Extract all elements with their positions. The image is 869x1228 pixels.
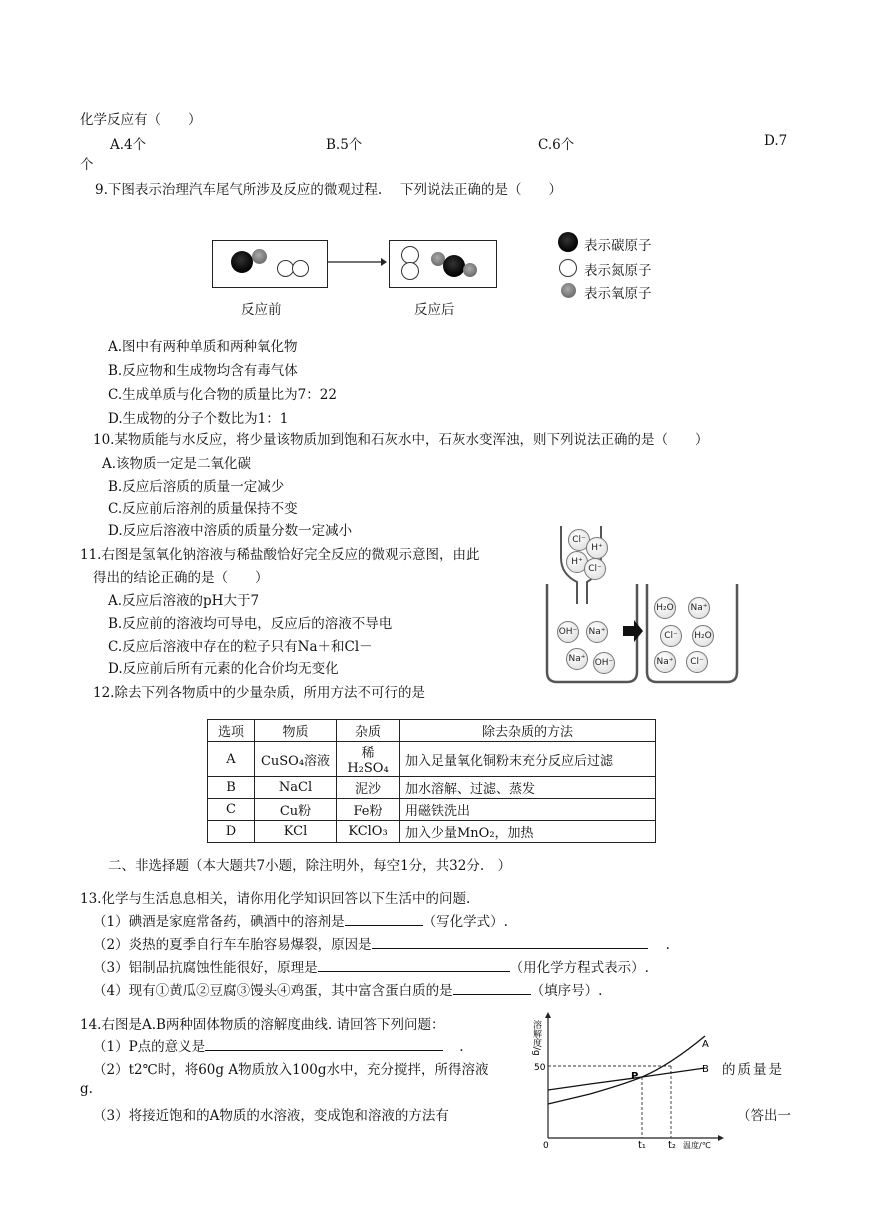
table-cell: KClO₃ bbox=[337, 821, 400, 843]
q9-option-b: B.反应物和生成物均含有毒气体 bbox=[108, 363, 298, 379]
q14-line2-unit: g. bbox=[80, 1081, 93, 1097]
q11-stem-line1: 11.右图是氢氧化钠溶液与稀盐酸恰好完全反应的微观示意图，由此 bbox=[80, 547, 480, 563]
q8-option-d-wrap: 个 bbox=[80, 157, 94, 173]
x-axis-arrow-icon bbox=[718, 1135, 724, 1141]
section-heading: 二、非选择题（本大题共7小题，除注明外，每空1分，共32分. ） bbox=[108, 858, 512, 874]
y-axis-label: 溶解度/g bbox=[531, 1020, 541, 1056]
q10-option-a: A.该物质一定是二氧化碳 bbox=[102, 456, 252, 472]
q13-answer-3-blank[interactable] bbox=[318, 958, 510, 972]
q13-line2 bbox=[93, 933, 670, 953]
beaker1-ion: Na⁺ bbox=[586, 621, 608, 643]
solubility-chart bbox=[530, 1010, 730, 1150]
table-cell: Fe粉 bbox=[337, 799, 400, 821]
q8-tail: 化学反应有（ ） bbox=[80, 112, 202, 128]
funnel-ion: Cl⁻ bbox=[568, 529, 590, 551]
origin-label: 0 bbox=[543, 1141, 549, 1150]
legend-oxygen-label: 表示氧原子 bbox=[584, 286, 652, 302]
oxygen-atom bbox=[463, 263, 477, 277]
funnel-ion: Cl⁻ bbox=[584, 558, 606, 580]
beaker2-ion: H₂O bbox=[654, 597, 676, 619]
q11-option-c: C.反应后溶液中存在的粒子只有Na＋和Cl－ bbox=[108, 639, 373, 655]
beaker2-ion: Cl⁻ bbox=[686, 651, 708, 673]
q13-line1-suffix: （写化学式）. bbox=[422, 914, 508, 930]
legend-carbon-label: 表示碳原子 bbox=[584, 238, 652, 254]
curve-b-label: B bbox=[702, 1064, 709, 1075]
table-row bbox=[208, 777, 656, 799]
q10-stem: 10.某物质能与水反应，将少量该物质加到饱和石灰水中，石灰水变浑浊，则下列说法正确的是（ ） bbox=[93, 432, 709, 448]
funnel-ion: H⁺ bbox=[566, 551, 588, 573]
legend-nitrogen-icon bbox=[559, 259, 577, 277]
x-axis-label: 温度/℃ bbox=[683, 1141, 711, 1150]
q13-answer-1-blank[interactable] bbox=[345, 912, 423, 926]
q9-option-d: D.生成物的分子个数比为1：1 bbox=[108, 411, 289, 427]
table-cell: NaCl bbox=[255, 777, 337, 799]
table-cell: Cu粉 bbox=[255, 799, 337, 821]
q8-option-a: A.4个 bbox=[110, 137, 147, 153]
label-before: 反应前 bbox=[241, 302, 282, 318]
q14-answer-1-blank[interactable] bbox=[205, 1037, 443, 1051]
q13-line4-suffix: （填序号）. bbox=[530, 983, 603, 999]
q13-stem: 13.化学与生活息息相关，请你用化学知识回答以下生活中的问题. bbox=[80, 891, 471, 907]
y-tick-50: 50 bbox=[534, 1063, 546, 1073]
q8-option-d: D.7 bbox=[764, 133, 788, 149]
q13-line2-text: （2）炎热的夏季自行车车胎容易爆裂，原因是 bbox=[93, 937, 372, 953]
q13-line1-text: （1）碘酒是家庭常备药，碘酒中的溶剂是 bbox=[93, 914, 345, 930]
q14-line2-text: （2）t2℃时，将60g A物质放入100g水中，充分搅拌，所得溶液 bbox=[93, 1062, 489, 1078]
reaction-arrow-icon bbox=[623, 620, 643, 642]
table-header: 物质 bbox=[255, 720, 337, 742]
q11-stem-line2: 得出的结论正确的是（ ） bbox=[93, 570, 269, 586]
curve-a bbox=[548, 1036, 705, 1104]
curve-a-label: A bbox=[702, 1039, 709, 1050]
beaker1-ion: OH⁻ bbox=[593, 652, 615, 674]
point-p-label: P bbox=[631, 1071, 639, 1082]
q11-option-d: D.反应前后所有元素的化合价均无变化 bbox=[108, 661, 339, 677]
beaker2-ion: Na⁺ bbox=[688, 597, 710, 619]
table-cell: C bbox=[208, 799, 255, 821]
beaker1-ion: Na⁺ bbox=[566, 648, 588, 670]
q14-line3-text: （3）将接近饱和的A物质的水溶液，变成饱和溶液的方法有 bbox=[93, 1108, 449, 1124]
table-cell: KCl bbox=[255, 821, 337, 843]
beaker2-ion: Na⁺ bbox=[654, 651, 676, 673]
curve-b bbox=[548, 1068, 705, 1090]
table-header: 除去杂质的方法 bbox=[400, 720, 656, 742]
q10-option-c: C.反应前后溶剂的质量保持不变 bbox=[108, 501, 298, 517]
q13-line4-text: （4）现有①黄瓜②豆腐③馒头④鸡蛋，其中富含蛋白质的是 bbox=[93, 983, 453, 999]
q13-line1 bbox=[93, 910, 508, 930]
q14-stem: 14.右图是A.B两种固体物质的溶解度曲线. 请回答下列问题： bbox=[80, 1017, 445, 1033]
q9-option-c: C.生成单质与化合物的质量比为7：22 bbox=[108, 387, 337, 403]
q13-answer-2-blank[interactable] bbox=[372, 935, 648, 949]
x-tick-t2: t₂ bbox=[668, 1140, 676, 1150]
x-tick-t1: t₁ bbox=[638, 1140, 646, 1150]
q8-option-c: C.6个 bbox=[538, 137, 575, 153]
table-cell: A bbox=[208, 742, 255, 777]
label-after: 反应后 bbox=[414, 302, 455, 318]
carbon-atom bbox=[231, 251, 253, 273]
table-cell: 稀H₂SO₄ bbox=[337, 742, 400, 777]
q14-line3-suffix: （答出一 bbox=[737, 1108, 791, 1124]
funnel-ion: H⁺ bbox=[586, 537, 608, 559]
q13-line3-text: （3）铝制品抗腐蚀性能很好，原理是 bbox=[93, 960, 318, 976]
table-row bbox=[208, 799, 656, 821]
nitrogen-atom bbox=[292, 260, 309, 277]
beaker2-ion: Cl⁻ bbox=[660, 625, 682, 647]
beaker2-ion: H₂O bbox=[692, 625, 714, 647]
table-header: 杂质 bbox=[337, 720, 400, 742]
table-header-row bbox=[208, 720, 656, 742]
q8-option-b: B.5个 bbox=[326, 137, 363, 153]
table-header: 选项 bbox=[208, 720, 255, 742]
q9-option-a: A.图中有两种单质和两种氧化物 bbox=[108, 339, 298, 355]
table-cell: 加入少量MnO₂，加热 bbox=[400, 821, 656, 843]
table-cell: 泥沙 bbox=[337, 777, 400, 799]
after-box bbox=[389, 240, 497, 288]
q13-line3-suffix: （用化学方程式表示）. bbox=[509, 960, 649, 976]
q9-stem: 9.下图表示治理汽车尾气所涉及反应的微观过程. 下列说法正确的是（ ） bbox=[95, 182, 562, 198]
legend-oxygen-icon bbox=[561, 283, 576, 298]
q14-line1-suffix: . bbox=[459, 1039, 464, 1055]
table-cell: B bbox=[208, 777, 255, 799]
reaction-arrow-icon bbox=[326, 255, 388, 269]
table-cell: CuSO₄溶液 bbox=[255, 742, 337, 777]
q13-line3 bbox=[93, 956, 649, 976]
q14-line1-text: （1）P点的意义是 bbox=[93, 1039, 206, 1055]
oxygen-atom bbox=[252, 249, 267, 264]
q12-stem: 12.除去下列各物质中的少量杂质，所用方法不可行的是 bbox=[93, 685, 425, 701]
carbon-atom bbox=[443, 255, 465, 277]
nitrogen-atom bbox=[401, 262, 419, 280]
q14-line1 bbox=[93, 1035, 463, 1055]
table-row bbox=[208, 742, 656, 777]
q13-answer-4-blank[interactable] bbox=[453, 981, 531, 995]
table-row bbox=[208, 821, 656, 843]
q11-option-a: A.反应后溶液的pH大于7 bbox=[108, 593, 260, 609]
q11-option-b: B.反应前的溶液均可导电，反应后的溶液不导电 bbox=[108, 616, 393, 632]
before-box bbox=[212, 240, 328, 288]
q14-line2-suffix: 的质量是 bbox=[722, 1062, 784, 1078]
table-cell: 加入足量氧化铜粉末充分反应后过滤 bbox=[400, 742, 656, 777]
y-axis-arrow-icon bbox=[545, 1012, 551, 1018]
q13-line4 bbox=[93, 979, 602, 999]
table-cell: 用磁铁洗出 bbox=[400, 799, 656, 821]
q10-option-b: B.反应后溶质的质量一定减少 bbox=[108, 479, 285, 495]
q12-table bbox=[207, 719, 656, 843]
beaker1-ion: OH⁻ bbox=[557, 621, 579, 643]
legend-carbon-icon bbox=[558, 232, 578, 252]
q10-option-d: D.反应后溶液中溶质的质量分数一定减小 bbox=[108, 523, 353, 539]
table-cell: 加水溶解、过滤、蒸发 bbox=[400, 777, 656, 799]
legend-nitrogen-label: 表示氮原子 bbox=[584, 263, 652, 279]
table-cell: D bbox=[208, 821, 255, 843]
q13-line2-suffix: . bbox=[665, 937, 670, 953]
